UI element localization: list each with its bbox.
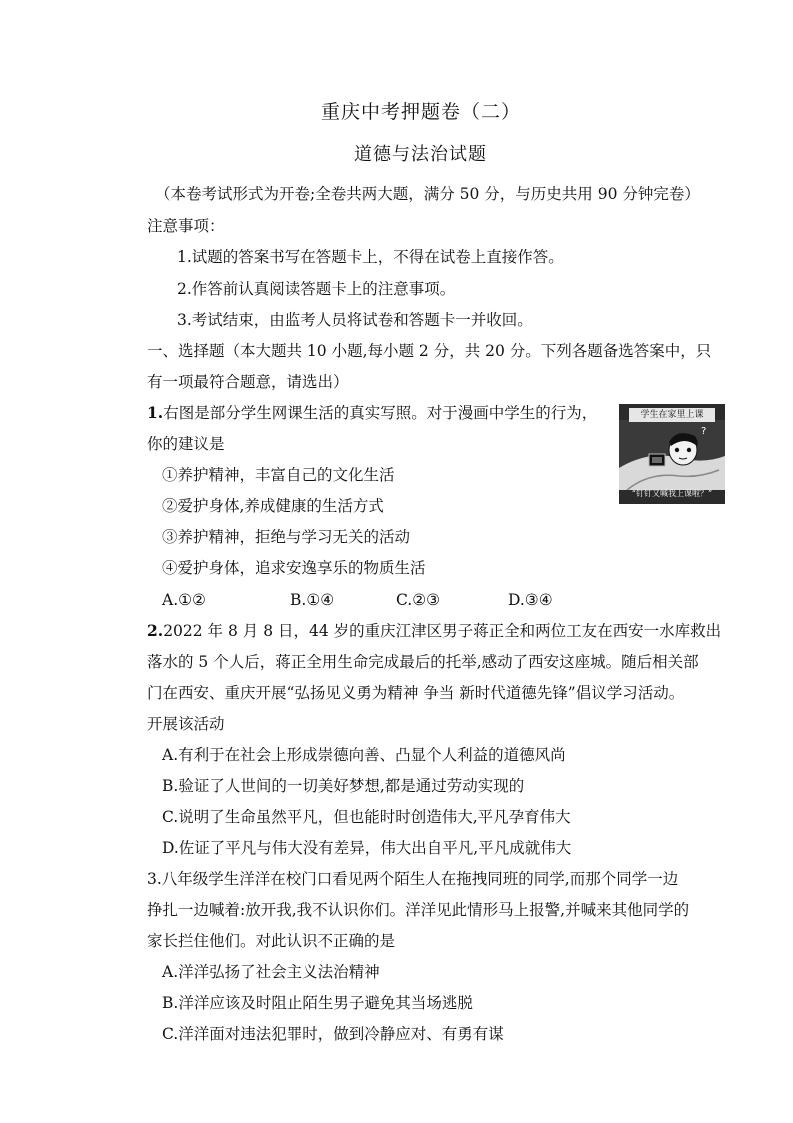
cartoon-image xyxy=(619,404,725,504)
question-2-stem xyxy=(147,621,721,641)
question-text: 2022 年 8 月 8 日，44 岁的重庆江津区男子蒋正全和两位工友在西安一水库救出 xyxy=(163,622,722,640)
question-1-stem-cont: 你的建议是 xyxy=(147,435,225,453)
question-2-option: D.佐证了平凡与伟大没有差异，伟大出自平凡,平凡成就伟大 xyxy=(162,839,572,857)
question-3-stem-cont: 家长拦住他们。对此认识不正确的是 xyxy=(147,932,396,950)
question-3-stem: 3.八年级学生洋洋在校门口看见两个陌生人在拖拽同班的同学,而那个同学一边 xyxy=(147,870,679,888)
question-2-stem-cont: 门在西安、重庆开展“弘扬见义勇为精神 争当 新时代道德先锋”倡议学习活动。 xyxy=(147,684,685,702)
question-3-option: A.洋洋弘扬了社会主义法治精神 xyxy=(162,963,380,981)
notice-item: 2.作答前认真阅读答题卡上的注意事项。 xyxy=(177,280,456,298)
student-sleeping-illustration xyxy=(619,420,725,490)
notice-item: 3.考试结束，由监考人员将试卷和答题卡一并收回。 xyxy=(177,311,533,329)
question-2-stem-cont: 落水的 5 个人后，蒋正全用生命完成最后的托举,感动了西安这座城。随后相关部 xyxy=(147,653,699,671)
question-2-option: B.验证了人世间的一切美好梦想,都是通过劳动实现的 xyxy=(162,777,525,795)
question-1-choice-b: B.①④ xyxy=(290,591,335,609)
question-1-choice-c: C.②③ xyxy=(396,591,441,609)
question-2-option: A.有利于在社会上形成崇德向善、凸显个人利益的道德风尚 xyxy=(162,746,566,764)
page-subtitle: 道德与法治试题 xyxy=(354,144,487,165)
question-2-option: C.说明了生命虽然平凡，但也能时时创造伟大,平凡孕育伟大 xyxy=(162,808,571,826)
notices-heading: 注意事项： xyxy=(147,217,225,235)
question-1-option: ④爱护身体，追求安逸享乐的物质生活 xyxy=(162,559,426,577)
question-1-choice-a: A.①② xyxy=(162,591,206,609)
question-text: 右图是部分学生网课生活的真实写照。对于漫画中学生的行为， xyxy=(163,404,598,422)
section-heading-cont: 有一项最符合题意，请选出） xyxy=(147,373,349,391)
cartoon-caption-top: 学生在家里上课 xyxy=(629,408,715,422)
question-1-option: ③养护精神，拒绝与学习无关的活动 xyxy=(162,528,411,546)
question-2-stem-cont: 开展该活动 xyxy=(147,715,225,733)
question-1-choice-d: D.③④ xyxy=(508,591,553,609)
question-1-option: ①养护精神，丰富自己的文化生活 xyxy=(162,466,395,484)
page-title: 重庆中考押题卷（二） xyxy=(321,101,522,123)
exam-note: （本卷考试形式为开卷;全卷共两大题，满分 50 分，与历史共用 90 分钟完卷） xyxy=(155,185,700,203)
question-3-stem-cont: 挣扎一边喊着:放开我,我不认识你们。洋洋见此情形马上报警,并喊来其他同学的 xyxy=(147,901,690,919)
notice-item: 1.试题的答案书写在答题卡上，不得在试卷上直接作答。 xyxy=(177,248,564,266)
question-number: 2. xyxy=(147,621,164,640)
question-3-option: B.洋洋应该及时阻止陌生男子避免其当场逃脱 xyxy=(162,994,473,1012)
cartoon-caption-bottom: “钉钉又喊我上课啦？” xyxy=(631,489,713,498)
question-1-option: ②爱护身体,养成健康的生活方式 xyxy=(162,497,384,515)
question-3-option: C.洋洋面对违法犯罪时，做到冷静应对、有勇有谋 xyxy=(162,1025,504,1043)
question-1-stem xyxy=(147,403,597,423)
question-number: 1. xyxy=(147,403,164,422)
section-heading: 一、选择题（本大题共 10 小题,每小题 2 分，共 20 分。下列各题备选答案中，只 xyxy=(147,342,712,360)
svg-text:?: ? xyxy=(701,426,707,437)
